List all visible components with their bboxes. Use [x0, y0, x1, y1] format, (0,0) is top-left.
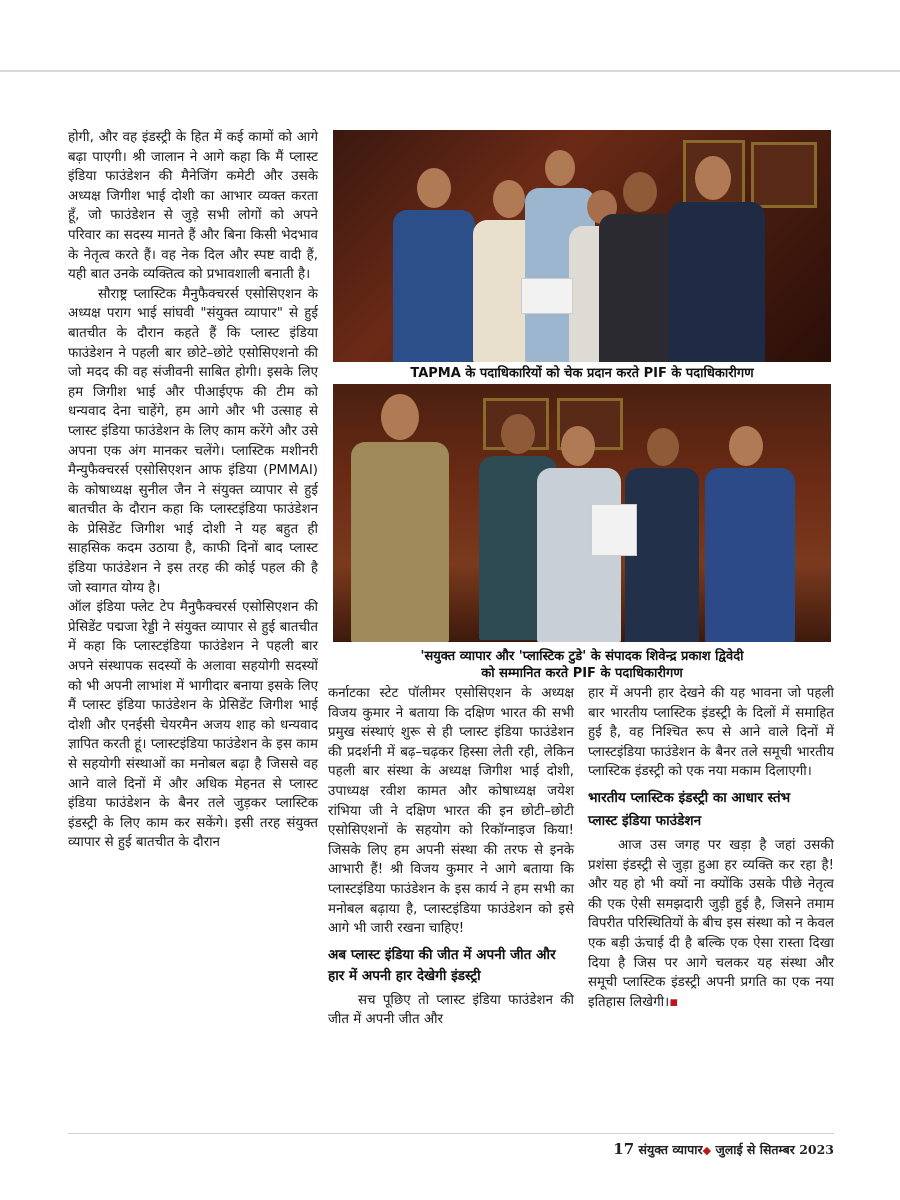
caption-line: को सम्मानित करते PIF के पदाधिकारीगण [481, 666, 683, 681]
paragraph [588, 836, 834, 1012]
caption-line: 'सयुक्त व्यापार और 'प्लास्टिक टुडे' के संपादक शिवेन्द्र प्रकाश द्विवेदी [420, 649, 744, 664]
section-heading: अब प्लास्ट इंडिया की जीत में अपनी जीत और हार में अपनी हार देखेगी इंडस्ट्री [328, 946, 556, 984]
footer-rule [68, 1133, 834, 1134]
cheque [521, 278, 573, 314]
paragraph: कर्नाटका स्टेट पॉलीमर एसोसिएशन के अध्यक्ष विजय कुमार ने बताया कि दक्षिण भारत की सभी प्रमुख संस्थाएं शुरू से ही प्लास्ट इंडिया फाउंडेशन की प्रदर्शनी में बढ़–चढ़कर हिस्सा लेती रही, लेकिन पहली बार संस्था के अध्यक्ष जिगीश भाई दोशी, उपाध्यक्ष रवीश कामत और कोषाध्यक्ष जयेश रांभिया जी ने दक्षिण भारत की इन छोटी–छोटी एसोसिएशनों के सहयोग को रिकॉग्नाइज किया! जिसके लिए हम अपनी संस्था की तरफ से इनके आभारी हैं! श्री विजय कुमार ने आगे बताया कि प्लास्टइंडिया फाउंडेशन के इस कार्य ने हम सभी का मनोबल बढ़ाया है, प्लास्टइंडिया फाउंडेशन को इसे आगे भी जारी रखना चाहिए! [328, 686, 574, 937]
memento [591, 504, 637, 556]
section-heading: भारतीय प्लास्टिक इंडस्ट्री का आधार स्तंभ [588, 789, 791, 806]
page-number: 17 [613, 1140, 635, 1158]
issue-date: जुलाई से सितम्बर 2023 [715, 1142, 834, 1157]
end-mark: ▪ [669, 994, 679, 1010]
article-column-1 [68, 128, 318, 853]
wall-frame [751, 142, 817, 208]
photo-caption: TAPMA के पदाधिकारियों को चेक प्रदान करते PIF के पदाधिकारीगण [410, 366, 754, 381]
page-footer [613, 1140, 834, 1158]
section-subheading: प्लास्ट इंडिया फाउंडेशन [588, 812, 702, 829]
paragraph: होगी, और वह इंडस्ट्री के हित में कई कामों को आगे बढ़ा पाएगी। श्री जालान ने आगे कहा कि मैं प्लास्ट इंडिया फाउंडेशन की मैनेजिंग कमेटी और उसके अध्यक्ष जिगीश भाई दोशी का आभार व्यक्त करता हूँ, जो फाउंडेशन से जुड़े सभी लोगों को अपने परिवार का सदस्य मानते हैं और बिना किसी भेदभाव के नेतृत्व करते हैं। वह नेक दिल और स्पष्ट वादी हैं, यही बात उनके व्यक्तित्व को प्रभावशाली बनाती है। [68, 130, 318, 283]
publication-name: संयुक्त व्यापार [638, 1142, 703, 1157]
top-rule [0, 70, 900, 72]
paragraph-text: आज उस जगह पर खड़ा है जहां उसकी प्रशंसा इंडस्ट्री से जुड़ा हुआ हर व्यक्ति कर रहा है! और यह हो भी क्यों ना क्योंकि उसके पीछे नेतृत्व की एक ऐसी समझदारी जुड़ी हुई है, जिसने तमाम विपरीत परिस्थितियों के बीच इस संस्था को न केवल एक बड़ी ऊंचाई दी है बल्कि एक ऐसा रास्ता दिखा दिया है जिस पर आगे चलकर यह संस्था और समूची प्लास्टिक इंडस्ट्री अपनी प्रगति का एक नया इतिहास लिखेगी। [588, 837, 834, 1010]
photo-editor-felicitation [333, 384, 831, 642]
photo-caption [333, 648, 831, 682]
article-column-2 [328, 684, 574, 1030]
article-column-3 [588, 684, 834, 1012]
diamond-separator-icon: ◆ [702, 1144, 712, 1157]
paragraph: हार में अपनी हार देखने की यह भावना जो पहली बार भारतीय प्लास्टिक इंडस्ट्री के दिलों में समाहित हुई है, वह निश्चित रूप से आने वाले दिनों में प्लास्टइंडिया फाउंडेशन के बैनर तले समूची भारतीय प्लास्टिक इंडस्ट्री को एक नया मकाम दिलाएगी। [588, 686, 834, 780]
paragraph: सच पूछिए तो प्लास्ट इंडिया फाउंडेशन की जीत में अपनी जीत और [328, 992, 574, 1028]
paragraph: ऑल इंडिया फ्लेट टेप मैनुफैक्चरर्स एसोसिएशन की प्रेसिडेंट पद्मजा रेड्डी ने संयुक्त व्यापार से हुई बातचीत में कहा कि प्लास्टइंडिया फाउंडेशन ने पहली बार अपने संस्थापक सदस्यों के अलावा सहयोगी सदस्यों को भी अपनी लाभांश में भागीदार बनाया इसके लिए मैं प्लास्ट इंडिया फाउंडेशन के प्रेसिडेंट जिगीश भाई दोशी और एनईसी चेयरमैन अजय शाह को धन्यवाद ज्ञापित करती हूं। प्लास्टइंडिया फाउंडेशन के इस काम से सहयोगी संस्थाओं का मनोबल बढ़ा है जिससे वह आने वाले दिनों में और अधिक मेहनत से प्लास्ट इंडिया फाउंडेशन के बैनर तले जुड़कर प्लास्टिक इंडस्ट्री के लिए काम कर सकेंगे। इसी तरह संयुक्त व्यापार से हुई बातचीत के दौरान [68, 600, 318, 851]
paragraph: सौराष्ट्र प्लास्टिक मैनुफैक्चरर्स एसोसिएशन के अध्यक्ष पराग भाई सांघवी "संयुक्त व्यापार" से हुई बातचीत के दौरान कहते हैं कि प्लास्ट इंडिया फाउंडेशन ने पहली बार छोटे–छोटे एसोसिएशनो की जो मदद की वह संजीवनी साबित होगी। इसके लिए हम जिगीश भाई और पीआईएफ की टीम को धन्यवाद देना चाहेंगे, हम आगे और भी उत्साह से प्लास्ट इंडिया फाउंडेशन के लिए काम करेंगे और उसे अपना एक अंग मानकर चलेंगे। प्लास्टिक मशीनरी मैन्युफैक्चरर्स एसोसिएशन आफ इंडिया (PMMAI) के कोषाध्यक्ष सुनील जैन ने संयुक्त व्यापार से हुई बातचीत के दौरान कहा कि प्लास्टइंडिया फाउंडेशन के प्रेसिडेंट जिगीश भाई दोशी ने यह बहुत ही साहसिक कदम उठाया है, काफी दिनों बाद प्लास्ट इंडिया फाउंडेशन ने इस तरह की कोई पहल की है जो स्वागत योग्य है। [68, 286, 318, 596]
photo-tapma-cheque-presentation [333, 130, 831, 362]
